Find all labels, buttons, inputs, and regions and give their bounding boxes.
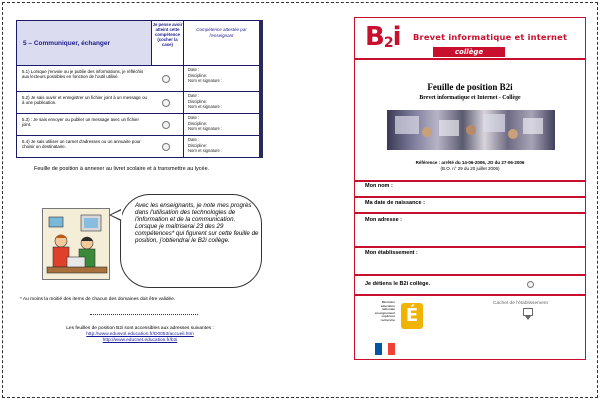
field-etablissement[interactable]: Mon établissement : [365,250,418,256]
detiens-radio[interactable] [527,281,534,288]
table-header [17,21,259,65]
competence-text: 5.4) Je sais utiliser un carnet d'adresses ou un annuaire pour choisir un destinataire. [22,139,141,150]
brevet-heading: Brevet informatique et internet [413,32,568,42]
cachet-label: Cachet de l'établissement [493,301,548,306]
footnote: * Au moins la moitié des items de chacun des domaines doit être validée. [20,297,176,302]
red-rule [355,294,585,296]
annex-note: Feuille de position à annexer au livret scolaire et à transmettre au lycée. [34,166,210,172]
french-flag-icon [375,343,395,355]
students-illustration [42,208,110,280]
detiens-b2i: Je détiens le B2i collège. [365,281,431,287]
red-rule [355,274,585,276]
field-adresse[interactable]: Mon adresse : [365,217,402,223]
speech-bubble [120,194,262,288]
reference: Référence : arrêté du 14-06-2006, JO du 27-06-2006 (B.O. n° 29 du 20 juillet 2006) [415,160,525,171]
link-educnet[interactable]: http://www.educnet.education.fr/b2i [102,338,178,343]
evidence-cell: Date : Discipline: Nom et signature : [183,136,259,158]
education-logo: É [401,303,423,329]
table-row [17,113,259,135]
domain-title-cell [17,21,151,65]
competence-text: 5.2) Je sais ouvrir et enregistrer un fichier joint à un message ou à une publication. [22,95,147,106]
cover-page [354,17,586,360]
red-rule [355,58,585,60]
red-rule [355,180,585,182]
link-edusvol[interactable]: http://www.edusvol.education.fr/D0053/accueil.htm [86,332,194,337]
teacher-attestation-header: Compétence attestée par l'enseignant [183,21,259,65]
table-row [17,135,259,158]
arrow-down-icon [525,316,531,320]
self-assessment-header: Je pense avoir atteint cette compétence (cocher la case) [151,21,183,65]
table-row [17,65,259,91]
evidence-cell: Date : Discipline: Nom et signature : [183,66,259,91]
bubble-text: Avec les enseignants, je note mes progrès dans l'utilisation des technologies de l'information et de la communication. Lorsque je maîtriserai 23 des 29 compétences* qui figurent sur cette feuille de position, j'obtiendrai le B2i collège. [135,202,259,245]
left-page [16,20,264,355]
competence-radio[interactable] [162,75,170,83]
b2i-logo: $B_2i$ [365,22,401,52]
competence-text: 5.1) Lorsque j'envoie ou je publie des informations, je réfléchis aux lecteurs possibles en fonction de l'outil utilisé. [22,69,144,80]
access-text: Les feuilles de position B2i sont accessibles aux adresses suivantes : [66,326,214,331]
red-rule [355,196,585,198]
competence-radio[interactable] [162,121,170,129]
stamp-box-icon [523,308,533,316]
competence-radio[interactable] [162,99,170,107]
evidence-cell: Date : Discipline: Nom et signature : [183,92,259,113]
competence-radio[interactable] [162,143,170,151]
red-rule [355,246,585,248]
cover-subtitle: Brevet informatique et Internet - Collège [419,95,521,101]
table-row [17,91,259,113]
competence-table [16,20,260,158]
college-badge: collège [433,47,505,57]
evidence-cell: Date : Discipline: Nom et signature : [183,114,259,135]
field-nom[interactable]: Mon nom : [365,183,393,189]
dotted-divider [90,314,198,315]
competence-text: 5.3) : Je sais envoyer ou publier un message avec un fichier joint. [22,117,139,128]
field-naissance[interactable]: Ma date de naissance : [365,200,425,206]
red-rule [355,212,585,214]
access-block [16,326,264,344]
domain-title: 5 – Communiquer, échanger [23,40,111,47]
table-side-bar [259,20,263,158]
cover-title: Feuille de position B2i [427,82,513,92]
classroom-photo [387,110,555,150]
ministere-text: Ministère éducation nationale enseignement supérieur recherche [374,300,395,322]
